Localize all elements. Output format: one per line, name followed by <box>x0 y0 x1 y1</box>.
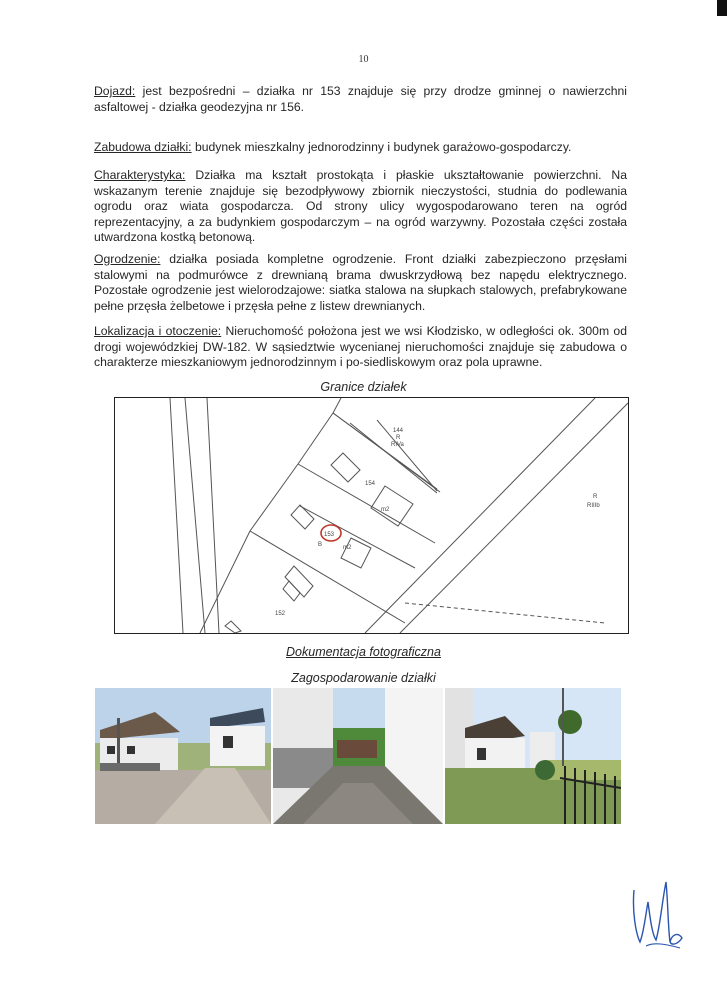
heading-charakterystyka: Charakterystyka: <box>94 168 186 182</box>
parcel-map <box>114 397 629 634</box>
photo-street-view-image <box>95 688 271 824</box>
label-144-r: R <box>396 435 401 441</box>
heading-zabudowa: Zabudowa działki: <box>94 140 192 154</box>
heading-lokalizacja: Lokalizacja i otoczenie: <box>94 324 222 338</box>
road-edge-right <box>400 403 628 633</box>
boundary-left-b <box>185 398 205 633</box>
label-m2-upper: m2 <box>381 507 390 513</box>
paragraph-dojazd <box>94 84 627 115</box>
heading-dojazd: Dojazd: <box>94 84 136 98</box>
building-outline <box>331 453 360 482</box>
label-m2-lower: m2 <box>343 545 352 551</box>
parcel-boundary <box>300 506 415 568</box>
signature-strokes <box>626 872 686 952</box>
parcel-map-drawing <box>115 398 628 633</box>
label-b: B <box>318 542 323 548</box>
label-153: 153 <box>324 532 335 538</box>
label-riiib: RIIIb <box>587 503 600 509</box>
building-outline <box>283 581 300 601</box>
paragraph-lokalizacja <box>94 324 627 371</box>
label-154: 154 <box>365 481 376 487</box>
map-caption: Granice działek <box>320 380 407 394</box>
parcel-boundary <box>250 464 298 531</box>
label-144-riva: RIVa <box>391 442 404 448</box>
label-144: 144 <box>393 428 404 434</box>
photo-courtyard-image <box>273 688 443 824</box>
label-152: 152 <box>275 611 286 617</box>
parcel-boundary <box>333 398 341 413</box>
boundary-left-c <box>207 398 219 633</box>
photo-documentation-caption-text: Dokumentacja fotograficzna <box>286 645 441 659</box>
parcel-boundary <box>298 413 333 464</box>
parcel-boundary <box>377 420 437 491</box>
parcel-boundary <box>250 531 405 623</box>
handwritten-signature <box>626 872 686 957</box>
parcel-boundary <box>298 464 435 543</box>
building-outline <box>341 538 371 568</box>
photo-documentation-caption <box>0 645 727 659</box>
text-charakterystyka: Działka ma kształt prostokąta i płaskie ukształtowanie powierzchni. Na wskazanym terenie znajduje się bezodpływowy zbiornik nieczystości, studnia do podlewania ogrodu oraz wiata gospodarcza. Od strony ulicy wygospodarowano teren na ogród reprezentacyjny, a za budynkiem gospodarczym – na ogród warzywny. Pozostała części została utwardzona kostką betonową. <box>94 168 627 244</box>
paragraph-charakterystyka <box>94 168 627 246</box>
paragraph-zabudowa <box>94 140 627 156</box>
label-r-right: R <box>593 494 598 500</box>
development-caption: Zagospodarowanie działki <box>291 671 436 685</box>
page-corner-mark <box>717 0 727 16</box>
photo-street-view <box>95 688 271 824</box>
photo-garden <box>445 688 621 824</box>
text-dojazd: jest bezpośredni – działka nr 153 znajduje się przy drodze gminnej o nawierzchni asfaltowej - działka geodezyjna nr 156. <box>94 84 627 114</box>
boundary-left-a <box>170 398 183 633</box>
text-zabudowa: budynek mieszkalny jednorodzinny i budynek garażowo-gospodarczy. <box>191 140 572 154</box>
text-ogrodzenie: działka posiada kompletne ogrodzenie. Front działki zabezpieczono przęsłami stalowymi na podmurówce z drewnianą brama dwuskrzydłową bez napędu elektrycznego. Pozostałe ogrodzenie jest wielorodzajowe: siatka stalowa na słupkach stalowych, prefabrykowane pełne przęsła żelbetowe i przęsła pełne z listew drewnianych. <box>94 252 627 313</box>
boundary-dashed <box>405 603 605 623</box>
page-number: 10 <box>358 54 369 65</box>
heading-ogrodzenie: Ogrodzenie: <box>94 252 161 266</box>
text-lokalizacja: Nieruchomość położona jest we wsi Kłodzisko, w odległości ok. 300m od drogi wojewódzkiej DW-182. W sąsiedztwie wycenianej nieruchomości znajduje się zabudowa o charakterze mieszkaniowym jednorodzinnym i po-siedliskowym oraz pola uprawne. <box>94 324 627 369</box>
building-outline <box>371 486 413 526</box>
building-outline <box>291 505 314 529</box>
building-outline <box>225 621 241 633</box>
parcel-boundary <box>200 531 250 633</box>
photo-garden-image <box>445 688 621 824</box>
photo-courtyard <box>273 688 443 824</box>
paragraph-ogrodzenie <box>94 252 627 314</box>
